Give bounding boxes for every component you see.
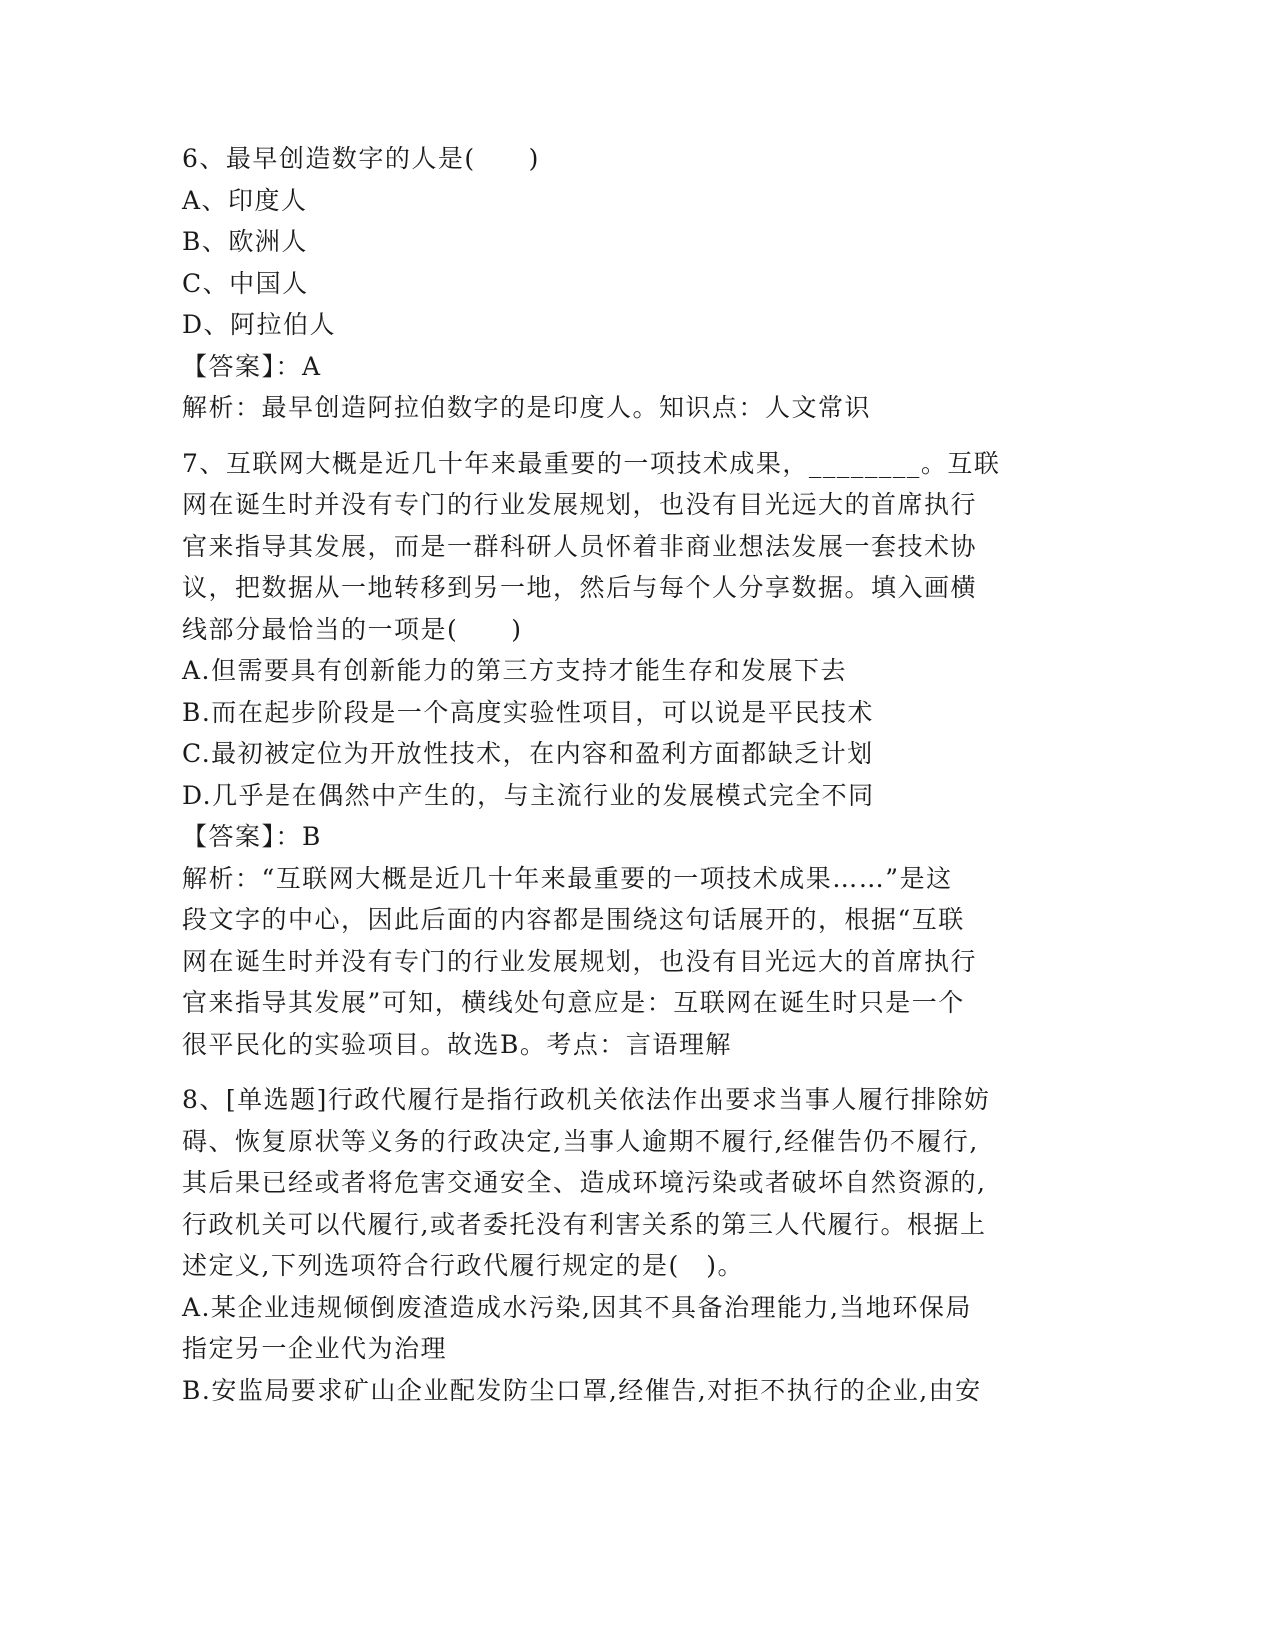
explanation: 解析：最早创造阿拉伯数字的是印度人。知识点：人文常识	[182, 393, 872, 422]
question-text: 其后果已经或者将危害交通安全、造成环境污染或者破坏自然资源的,	[182, 1168, 987, 1197]
question-text: 议，把数据从一地转移到另一地，然后与每个人分享数据。填入画横	[182, 573, 978, 602]
option-b: B.而在起步阶段是一个高度实验性项目，可以说是平民技术	[182, 697, 874, 727]
option-b: B.安监局要求矿山企业配发防尘口罩,经催告,对拒不执行的企业,由安	[182, 1375, 982, 1405]
question-6	[182, 138, 1052, 429]
question-text: 官来指导其发展，而是一群科研人员怀着非商业想法发展一套技术协	[182, 531, 978, 561]
option-a: A.但需要具有创新能力的第三方支持才能生存和发展下去	[182, 656, 848, 685]
option-d: D、阿拉伯人	[182, 310, 337, 339]
question-text: 碍、恢复原状等义务的行政决定,当事人逾期不履行,经催告仍不履行,	[182, 1126, 979, 1156]
question-text: 网在诞生时并没有专门的行业发展规划，也没有目光远大的首席执行	[182, 490, 978, 519]
spacer	[182, 429, 1052, 443]
answer: 【答案】：A	[182, 351, 322, 381]
question-8	[182, 1079, 1052, 1411]
option-b: B、欧洲人	[182, 227, 308, 256]
option-a: A、印度人	[182, 185, 308, 215]
option-c: C.最初被定位为开放性技术，在内容和盈利方面都缺乏计划	[182, 739, 874, 768]
explanation: 解析：“互联网大概是近几十年来最重要的一项技术成果……”是这	[182, 863, 953, 893]
spacer	[182, 1065, 1052, 1079]
option-a: 指定另一企业代为治理	[182, 1334, 448, 1363]
question-text: 6、最早创造数字的人是( )	[182, 144, 540, 173]
answer: 【答案】：B	[182, 822, 322, 851]
question-text: 行政机关可以代履行,或者委托没有利害关系的第三人代履行。根据上	[182, 1209, 987, 1239]
explanation: 官来指导其发展”可知，横线处句意应是：互联网在诞生时只是一个	[182, 988, 965, 1017]
question-7	[182, 443, 1052, 1066]
option-a: A.某企业违规倾倒废渣造成水污染,因其不具备治理能力,当地环保局	[182, 1292, 972, 1322]
question-text: 线部分最恰当的一项是( )	[182, 614, 523, 644]
question-text: 述定义,下列选项符合行政代履行规定的是( )。	[182, 1251, 744, 1280]
option-c: C、中国人	[182, 268, 309, 298]
explanation: 段文字的中心，因此后面的内容都是围绕这句话展开的，根据“互联	[182, 905, 965, 934]
question-text: 8、[单选题]行政代履行是指行政机关依法作出要求当事人履行排除妨	[182, 1085, 991, 1114]
document-page	[182, 138, 1052, 1411]
explanation: 很平民化的实验项目。故选B。考点：言语理解	[182, 1029, 732, 1059]
explanation: 网在诞生时并没有专门的行业发展规划，也没有目光远大的首席执行	[182, 946, 978, 976]
option-d: D.几乎是在偶然中产生的，与主流行业的发展模式完全不同	[182, 780, 875, 810]
question-text: 7、互联网大概是近几十年来最重要的一项技术成果，________。互联	[182, 448, 1001, 478]
